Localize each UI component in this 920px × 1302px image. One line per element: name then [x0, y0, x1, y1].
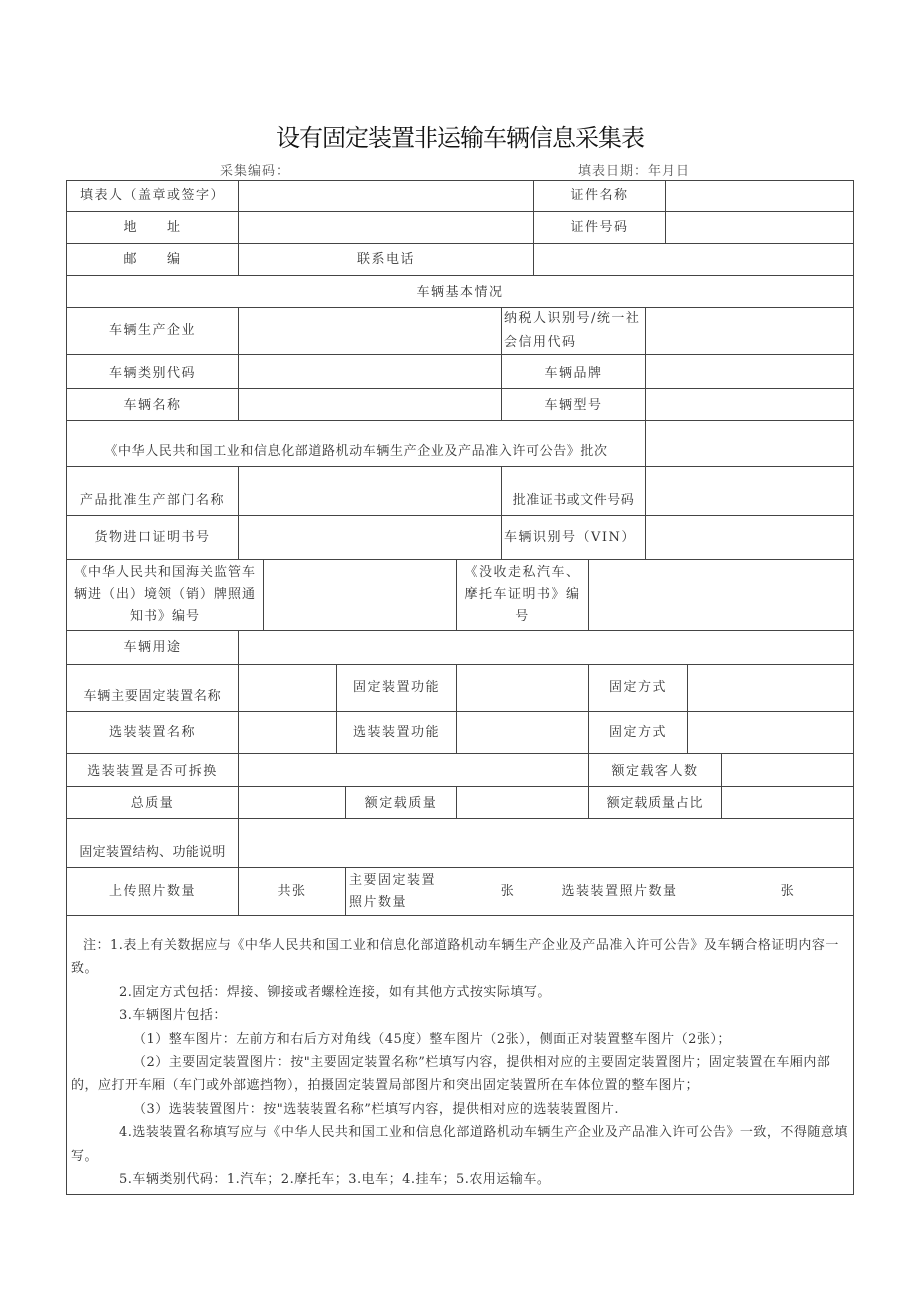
note-3-1: （1）整车图片：左前方和右后方对角线（45度）整车图片（2张），侧面正对装置整车图片（2张）；: [133, 1031, 731, 1047]
label-approval-number: 批准证书或文件号码: [501, 466, 646, 516]
label-passenger-capacity: 额定载客人数: [588, 753, 722, 787]
field-customs-notice[interactable]: [263, 559, 457, 631]
form-title: 设有固定装置非运输车辆信息采集表: [276, 124, 644, 152]
label-main-device-name: 车辆主要固定装置名称: [66, 664, 239, 712]
label-id-number: 证件号码: [533, 211, 666, 244]
field-confiscation-cert[interactable]: [588, 559, 854, 631]
label-id-name: 证件名称: [533, 180, 666, 212]
label-model: 车辆型号: [501, 388, 646, 421]
field-passenger-capacity[interactable]: [721, 753, 854, 787]
label-approval-dept: 产品批准生产部门名称: [66, 466, 239, 516]
field-manufacturer[interactable]: [238, 307, 502, 355]
label-fixing-method: 固定方式: [588, 664, 688, 712]
fill-date-label: 填表日期：年月日: [578, 164, 691, 179]
label-removable: 选装装置是否可拆换: [66, 753, 239, 787]
field-tax-id[interactable]: [645, 307, 854, 355]
field-brand[interactable]: [645, 354, 854, 389]
label-optional-device-name: 选装装置名称: [66, 711, 239, 754]
label-filler: 填表人（盖章或签字）: [66, 180, 239, 212]
note-5: 5.车辆类别代码：1.汽车；2.摩托车；3.电车；4.挂车；5.农用运输车。: [119, 1172, 551, 1188]
label-brand: 车辆品牌: [501, 354, 646, 389]
field-vehicle-use[interactable]: [238, 630, 854, 665]
field-filler[interactable]: [238, 180, 534, 212]
label-rated-load-ratio: 额定载质量占比: [588, 786, 722, 819]
label-main-device-photos: 主要固定装置照片数量: [349, 872, 437, 910]
label-optional-device-photos: 选装装置照片数量: [561, 883, 678, 899]
field-rated-load-ratio[interactable]: [721, 786, 854, 819]
main-device-photos-unit[interactable]: 张: [500, 883, 516, 899]
label-tax-id: 纳税人识别号/统一社会信用代码: [501, 307, 646, 355]
label-structure-description: 固定装置结构、功能说明: [66, 818, 239, 868]
field-address[interactable]: [238, 211, 534, 244]
field-approval-number[interactable]: [645, 466, 854, 516]
label-phone[interactable]: 联系电话: [238, 243, 534, 276]
label-optional-device-function: 选装装置功能: [336, 711, 457, 754]
field-device-function[interactable]: [456, 664, 589, 712]
note-3-3: （3）选装装置图片：按"选装装置名称”栏填写内容，提供相对应的选装装置图片.: [133, 1101, 620, 1117]
field-model[interactable]: [645, 388, 854, 421]
label-vehicle-use: 车辆用途: [66, 630, 239, 665]
optional-device-photos-unit[interactable]: 张: [780, 883, 796, 899]
note-1: 注：1.表上有关数据应与《中华人民共和国工业和信息化部道路机动车辆生产企业及产品准入许可公告》及车辆合格证明内容一致。: [71, 938, 839, 977]
field-id-name[interactable]: [665, 180, 854, 212]
label-device-function: 固定装置功能: [336, 664, 457, 712]
label-vin: 车辆识别号（VIN）: [501, 515, 646, 560]
field-fixing-method[interactable]: [687, 664, 854, 712]
field-category-code[interactable]: [238, 354, 502, 389]
total-photos[interactable]: 共张: [238, 867, 346, 916]
label-announcement-batch: 《中华人民共和国工业和信息化部道路机动车辆生产企业及产品准入许可公告》批次: [66, 420, 646, 467]
notes-section: [66, 915, 854, 1195]
field-import-cert[interactable]: [238, 515, 502, 560]
field-optional-device-function[interactable]: [456, 711, 589, 754]
field-removable[interactable]: [238, 753, 589, 787]
label-address: 地 址: [66, 211, 239, 244]
field-announcement-batch[interactable]: [645, 420, 854, 467]
label-postcode: 邮 编: [66, 243, 239, 276]
note-3-2: （2）主要固定装置图片：按"主要固定装置名称”栏填写内容，提供相对应的主要固定装置图片；固定装置在车厢内部的，应打开车厢（车门或外部遮挡物），拍摄固定装置局部图片和突出固定装置所在车体位置的整车图片；: [71, 1055, 831, 1094]
note-4: 4.选装装置名称填写应与《中华人民共和国工业和信息化部道路机动车辆生产企业及产品准入许可公告》一致，不得随意填写。: [71, 1125, 848, 1164]
field-vehicle-name[interactable]: [238, 388, 502, 421]
field-vin[interactable]: [645, 515, 854, 560]
label-category-code: 车辆类别代码: [66, 354, 239, 389]
field-id-number[interactable]: [665, 211, 854, 244]
field-optional-device-name[interactable]: [238, 711, 337, 754]
label-total-mass: 总质量: [66, 786, 239, 819]
label-confiscation-cert: 《没收走私汽车、摩托车证明书》编号: [456, 559, 589, 631]
label-import-cert: 货物进口证明书号: [66, 515, 239, 560]
label-photo-count: 上传照片数量: [66, 867, 239, 916]
field-structure-description[interactable]: [238, 818, 854, 868]
label-rated-load: 额定载质量: [345, 786, 457, 819]
field-approval-dept[interactable]: [238, 466, 502, 516]
label-vehicle-name: 车辆名称: [66, 388, 239, 421]
label-optional-fixing-method: 固定方式: [588, 711, 688, 754]
field-total-mass[interactable]: [238, 786, 346, 819]
field-rated-load[interactable]: [456, 786, 589, 819]
label-manufacturer: 车辆生产企业: [66, 307, 239, 355]
label-customs-notice: 《中华人民共和国海关监管车辆进（出）境领（销）牌照通知书》编号: [66, 559, 264, 631]
note-2: 2.固定方式包括：焊接、铆接或者螺栓连接，如有其他方式按实际填写。: [119, 984, 551, 1000]
field-optional-fixing-method[interactable]: [687, 711, 854, 754]
field-main-device-name[interactable]: [238, 664, 337, 712]
collection-code-label: 采集编码：: [220, 164, 291, 179]
section-vehicle-basic: 车辆基本情况: [66, 275, 854, 308]
field-phone[interactable]: [533, 243, 854, 276]
note-3: 3.车辆图片包括：: [119, 1008, 227, 1024]
